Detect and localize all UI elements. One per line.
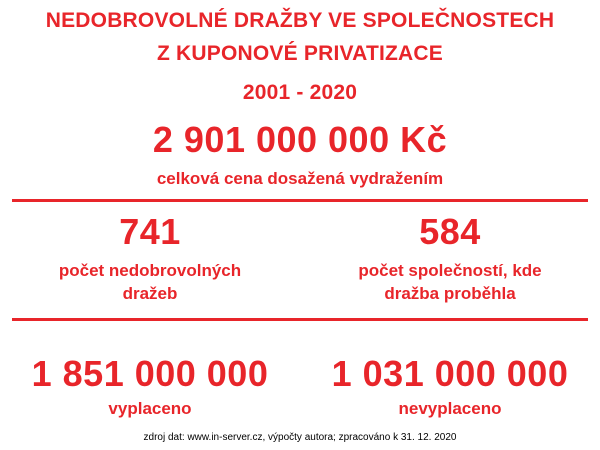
title-years: 2001 - 2020 <box>242 81 358 104</box>
total-price-value: 2 901 000 000 Kč <box>152 119 448 160</box>
paid-amount-label: vyplaceno <box>108 399 192 418</box>
title-line-1: NEDOBROVOLNÉ DRAŽBY VE SPOLEČNOSTECH <box>45 9 555 32</box>
auctions-count-value: 741 <box>119 211 181 252</box>
companies-count-value: 584 <box>419 211 481 252</box>
divider-bottom <box>12 318 588 321</box>
title-line-2: Z KUPONOVÉ PRIVATIZACE <box>157 42 443 65</box>
unpaid-amount-label: nevyplaceno <box>398 399 502 418</box>
companies-count-label-line-2: dražba proběhla <box>384 284 516 303</box>
data-source-note: zdroj dat: www.in-server.cz, výpočty autora; zpracováno k 31. 12. 2020 <box>143 432 457 443</box>
companies-count-label-line-1: počet společností, kde <box>358 261 542 280</box>
paid-amount-value: 1 851 000 000 <box>31 353 269 394</box>
total-price-label: celková cena dosažená vydražením <box>156 169 444 188</box>
auctions-count-label-line-2: dražeb <box>122 284 178 303</box>
auctions-count-label-line-1: počet nedobrovolných <box>58 261 242 280</box>
unpaid-amount-value: 1 031 000 000 <box>331 353 569 394</box>
divider-top <box>12 199 588 202</box>
